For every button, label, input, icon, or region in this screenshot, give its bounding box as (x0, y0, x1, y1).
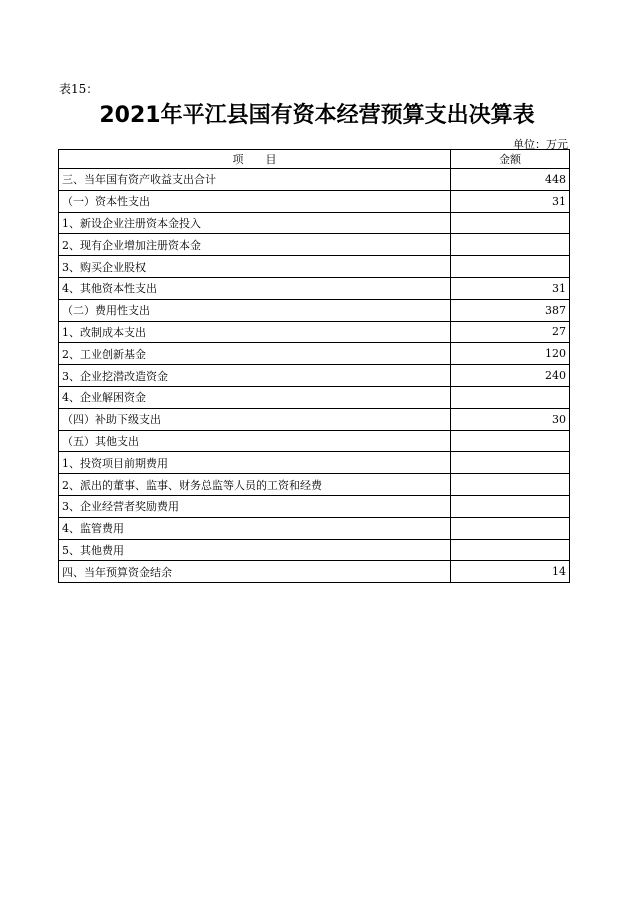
row-label: 3、企业经营者奖励费用 (59, 495, 451, 517)
row-label: 2、现有企业增加注册资本金 (59, 234, 451, 256)
row-label: 1、改制成本支出 (59, 321, 451, 343)
table-row (59, 386, 570, 408)
row-label: 3、购买企业股权 (59, 256, 451, 278)
row-amount: 448 (451, 169, 570, 191)
row-label: （一）资本性支出 (59, 190, 451, 212)
table-row (59, 517, 570, 539)
expenditure-table (58, 149, 570, 583)
row-label: 1、投资项目前期费用 (59, 452, 451, 474)
table-row (59, 190, 570, 212)
row-amount (451, 212, 570, 234)
row-amount (451, 256, 570, 278)
row-amount: 14 (451, 561, 570, 583)
table-row (59, 212, 570, 234)
row-label: 三、当年国有资产收益支出合计 (59, 169, 451, 191)
row-label: 4、企业解困资金 (59, 386, 451, 408)
table-row (59, 539, 570, 561)
table-row (59, 561, 570, 583)
row-amount (451, 430, 570, 452)
row-label: 4、其他资本性支出 (59, 277, 451, 299)
row-label: 5、其他费用 (59, 539, 451, 561)
row-label: 1、新设企业注册资本金投入 (59, 212, 451, 234)
row-amount: 27 (451, 321, 570, 343)
row-amount: 240 (451, 365, 570, 387)
table-row (59, 474, 570, 496)
table-row (59, 365, 570, 387)
page-title: 2021年平江县国有资本经营预算支出决算表 (99, 103, 535, 128)
table-row (59, 343, 570, 365)
row-label: （四）补助下级支出 (59, 408, 451, 430)
row-amount: 30 (451, 408, 570, 430)
unit-label: 单位：万元 (513, 138, 568, 151)
table-row (59, 452, 570, 474)
row-label: 3、企业挖潜改造资金 (59, 365, 451, 387)
column-header-amount: 金额 (451, 150, 570, 169)
row-amount: 31 (451, 190, 570, 212)
table-row (59, 299, 570, 321)
row-amount (451, 495, 570, 517)
row-amount (451, 386, 570, 408)
row-label: 4、监管费用 (59, 517, 451, 539)
row-label: 2、派出的董事、监事、财务总监等人员的工资和经费 (59, 474, 451, 496)
table-number: 表15： (59, 82, 99, 96)
row-amount (451, 452, 570, 474)
row-amount (451, 234, 570, 256)
row-label: 2、工业创新基金 (59, 343, 451, 365)
table-row (59, 169, 570, 191)
table-row (59, 234, 570, 256)
table-row (59, 430, 570, 452)
row-amount: 31 (451, 277, 570, 299)
row-label: （二）费用性支出 (59, 299, 451, 321)
row-amount: 387 (451, 299, 570, 321)
row-amount (451, 474, 570, 496)
table-row (59, 408, 570, 430)
table-row (59, 256, 570, 278)
column-header-item: 项 目 (59, 150, 451, 169)
row-label: （五）其他支出 (59, 430, 451, 452)
row-amount: 120 (451, 343, 570, 365)
row-amount (451, 517, 570, 539)
table-row (59, 321, 570, 343)
table-header-row (59, 150, 570, 169)
row-amount (451, 539, 570, 561)
row-label: 四、当年预算资金结余 (59, 561, 451, 583)
table-row (59, 277, 570, 299)
table-row (59, 495, 570, 517)
